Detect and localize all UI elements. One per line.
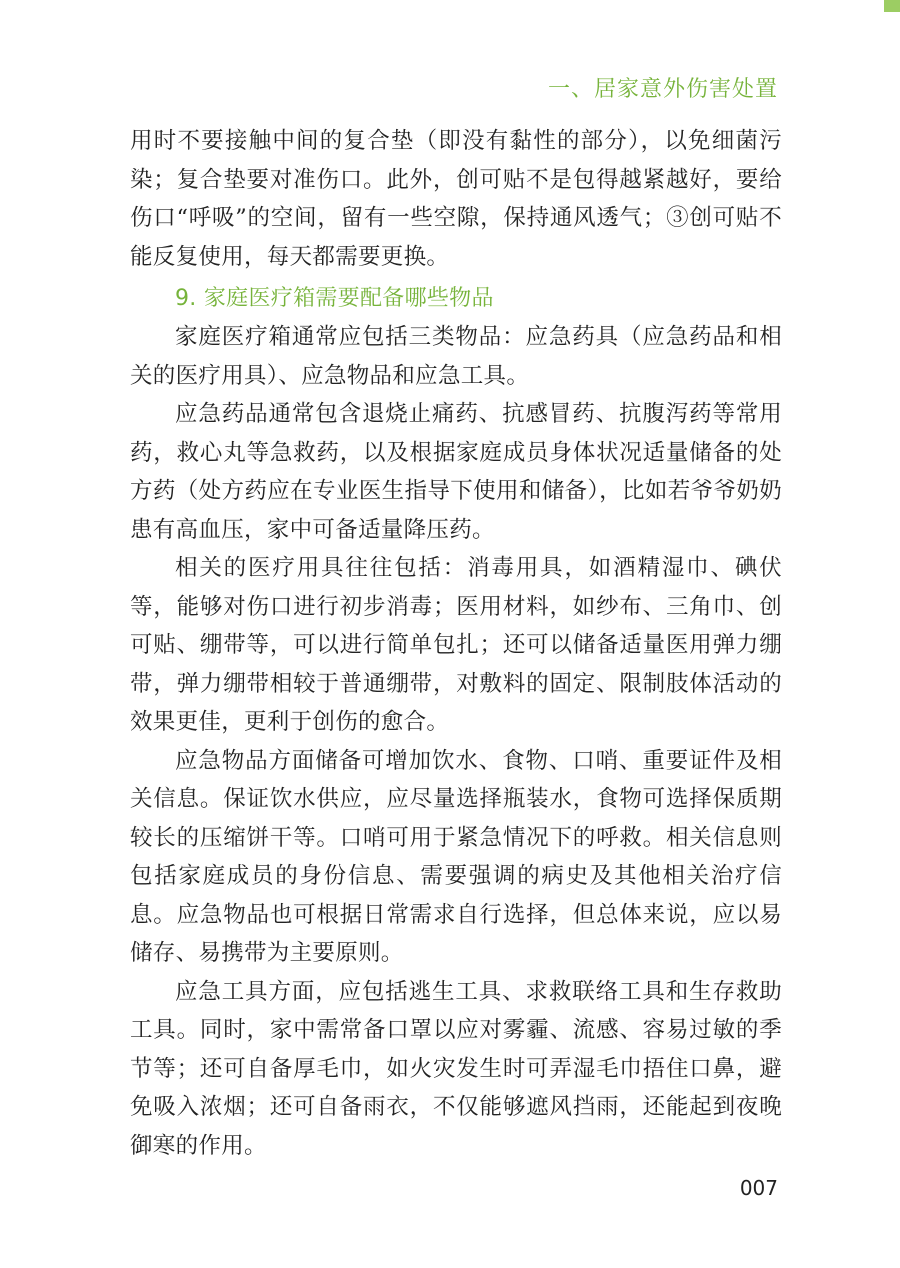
- continued-paragraph: 用时不要接触中间的复合垫（即没有黏性的部分），以免细菌污染；复合垫要对准伤口。此外，创可贴不是包得越紧越好，要给伤口“呼吸”的空间，留有一些空隙，保持通风透气；③创可贴不能反复使用，每天都需要更换。: [130, 128, 782, 270]
- paragraph-medical-supplies: 相关的医疗用具往往包括：消毒用具，如酒精湿巾、碘伏等，能够对伤口进行初步消毒；医用材料，如纱布、三角巾、创可贴、绷带等，可以进行简单包扎；还可以储备适量医用弹力绷带，弹力绷带相较于普通绷带，对敷料的固定、限制肢体活动的效果更佳，更利于创伤的愈合。: [130, 555, 782, 735]
- paragraph-emergency-tools: 应急工具方面，应包括逃生工具、求救联络工具和生存救助工具。同时，家中需常备口罩以应对雾霾、流感、容易过敏的季节等；还可自备厚毛巾，如火灾发生时可弄湿毛巾捂住口鼻，避免吸入浓烟；还可自备雨衣，不仅能够遮风挡雨，还能起到夜晚御寒的作用。: [130, 978, 782, 1159]
- page-number: 007: [739, 1176, 778, 1200]
- running-header: 一、居家意外伤害处置: [547, 77, 778, 102]
- corner-color-mark: [884, 0, 900, 12]
- paragraph-emergency-items: 应急物品方面储备可增加饮水、食物、口哨、重要证件及相关信息。保证饮水供应，应尽量选择瓶装水，食物可选择保质期较长的压缩饼干等。口哨可用于紧急情况下的呼救。相关信息则包括家庭成员的身份信息、需要强调的病史及其他相关治疗信息。应急物品也可根据日常需求自行选择，但总体来说，应以易储存、易携带为主要原则。: [130, 747, 782, 966]
- section-heading: 9. 家庭医疗箱需要配备哪些物品: [175, 286, 494, 311]
- paragraph-medicines: 应急药品通常包含退烧止痛药、抗感冒药、抗腹泻药等常用药，救心丸等急救药，以及根据家庭成员身体状况适量储备的处方药（处方药应在专业医生指导下使用和储备），比如若爷爷奶奶患有高血压，家中可备适量降压药。: [130, 401, 782, 543]
- paragraph-overview: 家庭医疗箱通常应包括三类物品：应急药具（应急药品和相关的医疗用具）、应急物品和应急工具。: [130, 324, 782, 389]
- page-body: [130, 122, 782, 1165]
